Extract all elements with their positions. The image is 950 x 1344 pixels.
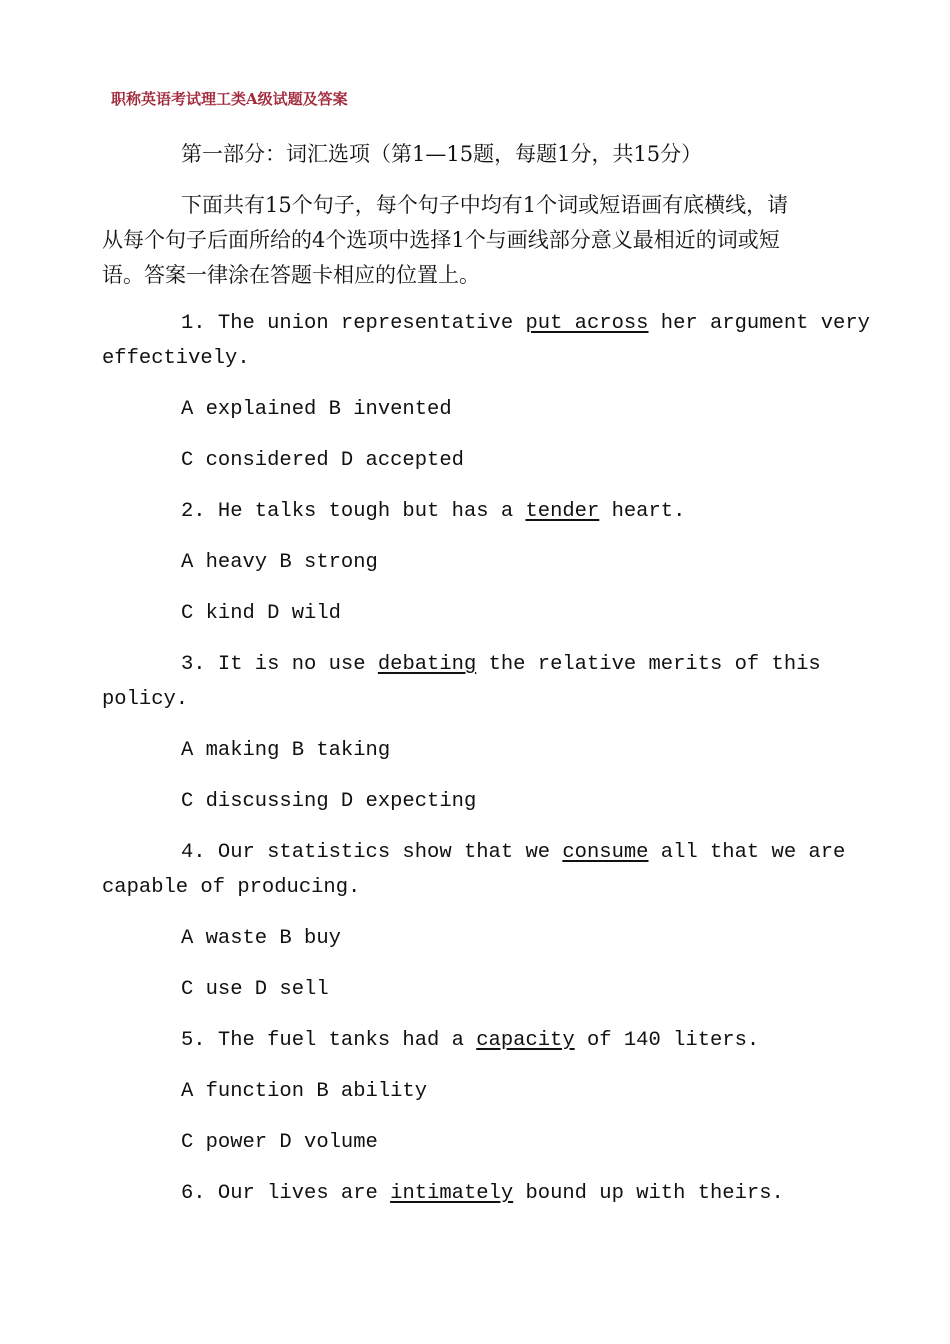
question-text-segment: the relative merits of this [476,653,821,676]
question-4-options-cd: C use D sell [181,978,329,1001]
question-1-options-cd: C considered D accepted [181,449,464,472]
question-2-options-cd: C kind D wild [181,602,341,625]
question-4-options-ab: A waste B buy [181,927,341,950]
question-6-text [181,1182,784,1205]
question-5-text [181,1029,759,1052]
underlined-term: consume [562,841,649,864]
question-4-text [181,841,845,864]
question-text-segment: bound up with theirs. [513,1182,784,1205]
question-3-text [181,653,821,676]
section-heading: 第一部分：词汇选项（第1—15题，每题1分，共15分） [181,142,703,166]
question-3-continuation: policy. [102,688,189,711]
question-text-segment: her argument very [648,312,870,335]
instruction-line: 语。答案一律涂在答题卡相应的位置上。 [102,263,480,287]
instruction-line: 从每个句子后面所给的4个选项中选择1个与画线部分意义最相近的词或短 [102,228,780,252]
question-2-options-ab: A heavy B strong [181,551,378,574]
question-2-text [181,500,685,523]
question-text-segment: of 140 liters. [574,1029,760,1052]
question-text-segment: 5. The fuel tanks had a [181,1029,477,1052]
question-3-options-ab: A making B taking [181,739,391,762]
question-text-segment: all that we are [648,841,846,864]
underlined-term: intimately [390,1182,514,1205]
question-text-segment: heart. [599,500,686,523]
question-text-segment: 4. Our statistics show that we [181,841,563,864]
underlined-term: capacity [476,1029,575,1052]
question-1-text [181,312,870,335]
question-text-segment: 2. He talks tough but has a [181,500,526,523]
underlined-term: put across [525,312,649,335]
question-4-continuation: capable of producing. [102,876,361,899]
question-3-options-cd: C discussing D expecting [181,790,477,813]
underlined-term: debating [377,653,477,676]
question-5-options-cd: C power D volume [181,1131,378,1154]
question-5-options-ab: A function B ability [181,1080,428,1103]
document-title: 职称英语考试理工类A级试题及答案 [111,90,348,108]
question-1-options-ab: A explained B invented [181,398,452,421]
question-1-continuation: effectively. [102,347,250,370]
instruction-line: 下面共有15个句子，每个句子中均有1个词或短语画有底横线，请 [181,193,789,217]
underlined-term: tender [525,500,600,523]
question-text-segment: 6. Our lives are [181,1182,391,1205]
question-text-segment: 3. It is no use [181,653,378,676]
question-text-segment: 1. The union representative [181,312,526,335]
